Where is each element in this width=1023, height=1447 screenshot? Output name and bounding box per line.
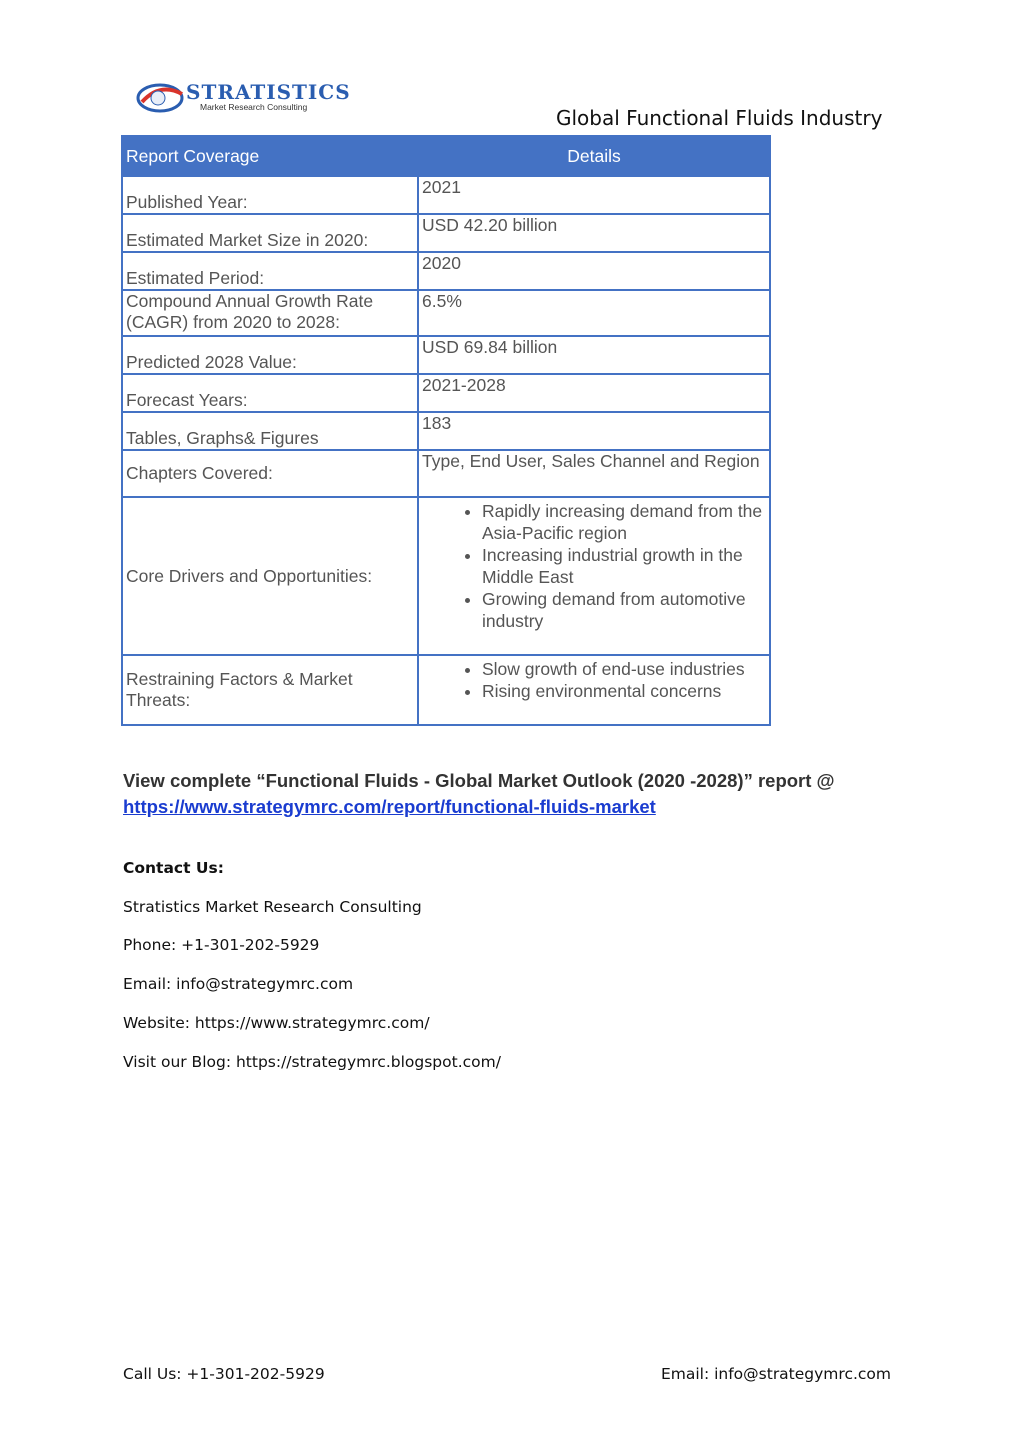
report-link[interactable]: https://www.strategymrc.com/report/functional-fluids-market xyxy=(123,796,656,817)
contact-email: Email: info@strategymrc.com xyxy=(123,975,354,993)
row-label: Chapters Covered: xyxy=(122,450,418,497)
row-label: Predicted 2028 Value: xyxy=(122,336,418,374)
table-row xyxy=(122,655,770,725)
logo-brand: STRATISTICS xyxy=(186,80,351,104)
row-value: 2020 xyxy=(418,252,770,290)
row-value: 2021-2028 xyxy=(418,374,770,412)
table-row xyxy=(122,290,770,336)
table-row xyxy=(122,176,770,214)
contact-website: Website: https://www.strategymrc.com/ xyxy=(123,1014,430,1032)
list-item: • Rising environmental concerns xyxy=(482,680,766,702)
list-item: • Slow growth of end-use industries xyxy=(482,658,766,680)
restraints-list xyxy=(422,658,766,702)
table-row xyxy=(122,336,770,374)
row-label: Estimated Period: xyxy=(122,252,418,290)
row-label: Estimated Market Size in 2020: xyxy=(122,214,418,252)
logo-tagline: Market Research Consulting xyxy=(200,102,308,112)
row-value: USD 42.20 billion xyxy=(418,214,770,252)
page-title: Global Functional Fluids Industry xyxy=(556,106,883,130)
row-label: Compound Annual Growth Rate (CAGR) from 2020 to 2028: xyxy=(122,290,418,336)
table-row xyxy=(122,497,770,655)
table-row xyxy=(122,214,770,252)
row-value: 2021 xyxy=(418,176,770,214)
table-header-row xyxy=(122,136,770,176)
restraints-list-cell xyxy=(418,655,770,725)
contact-heading: Contact Us: xyxy=(123,859,224,877)
contact-company: Stratistics Market Research Consulting xyxy=(123,898,422,916)
footer-email: Email: info@strategymrc.com xyxy=(660,1365,891,1383)
contact-phone: Phone: +1-301-202-5929 xyxy=(123,936,320,954)
row-label: Tables, Graphs& Figures xyxy=(122,412,418,450)
row-value: 183 xyxy=(418,412,770,450)
table-row xyxy=(122,252,770,290)
row-label: Forecast Years: xyxy=(122,374,418,412)
company-logo xyxy=(136,78,351,118)
row-value: 6.5% xyxy=(418,290,770,336)
drivers-list xyxy=(422,500,766,632)
row-label: Core Drivers and Opportunities: xyxy=(122,497,418,655)
footer-call: Call Us: +1-301-202-5929 xyxy=(123,1365,325,1383)
table-row xyxy=(122,412,770,450)
list-item: • Growing demand from automotive industry xyxy=(482,588,766,632)
list-item: • Increasing industrial growth in the Middle East xyxy=(482,544,766,588)
view-report-callout xyxy=(123,768,913,820)
row-value: USD 69.84 billion xyxy=(418,336,770,374)
drivers-list-cell xyxy=(418,497,770,655)
cta-text: View complete “Functional Fluids - Global Market Outlook (2020 -2028)” report @ xyxy=(123,770,835,791)
contact-blog: Visit our Blog: https://strategymrc.blogspot.com/ xyxy=(123,1053,501,1071)
row-value: Type, End User, Sales Channel and Region xyxy=(418,450,770,497)
list-item: • Rapidly increasing demand from the Asia-Pacific region xyxy=(482,500,766,544)
row-label: Published Year: xyxy=(122,176,418,214)
report-coverage-table xyxy=(121,135,771,726)
header-details: Details xyxy=(418,136,770,176)
header-report-coverage: Report Coverage xyxy=(122,136,418,176)
row-label: Restraining Factors & Market Threats: xyxy=(122,655,418,725)
logo-swirl-icon xyxy=(136,78,192,118)
table-row xyxy=(122,450,770,497)
table-row xyxy=(122,374,770,412)
